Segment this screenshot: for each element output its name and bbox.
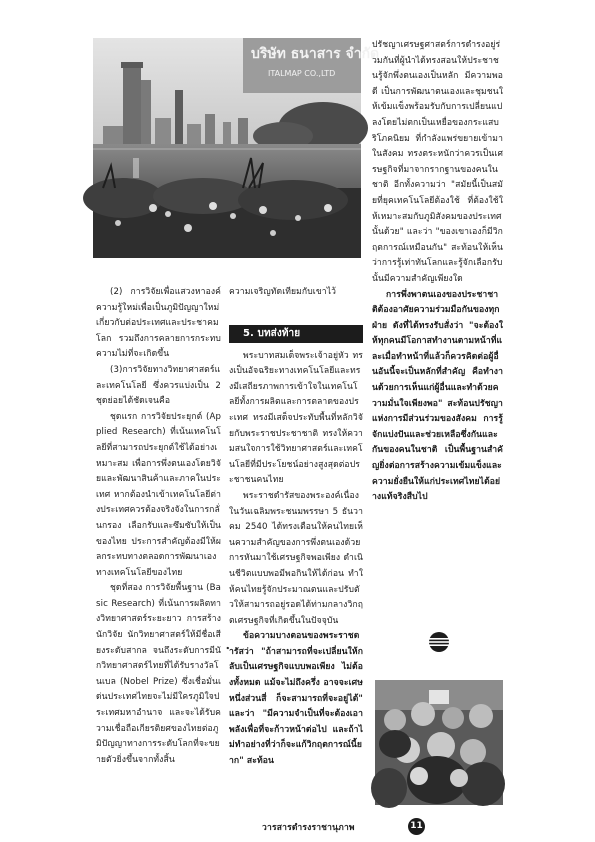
right-paragraph-2: การพึ่งพาตนเองของประชาชาติต้องอาศัยความร่วมมือกันของทุกฝ่าย ดังที่ได้ทรงรับสั่งว่า "จะต้องให้ทุกคนมีโอกาสทำงานตามหน้าที่และเมื่อทำหน้าที่แล้วก็ควรคิดต่อผู้อื่นอันนี้จะเป็นหลักที่สำคัญ คือทำงานด้วยการเห็นแก่ผู้อื่นและทำด้วยความมั่นใจเพียงพอ" สะท้อนปรัชญาแห่งการมีส่วนร่วมของสังคม การรู้จักแบ่งปันและช่วยเหลือซึ่งกันและกันของคนในชาติ เป็นพื้นฐานสำคัญยิ่งต่อการสร้างความเข้มแข็งและความยั่งยืนให้แก่ประเทศไทยได้อย่างแท้จริงสืบไป bbox=[372, 289, 503, 503]
page-number: 11 bbox=[408, 818, 425, 835]
ornament-icon bbox=[428, 631, 450, 653]
sign-subtext: ITALMAP CO.,LTD bbox=[268, 69, 336, 78]
middle-text-column bbox=[229, 285, 363, 770]
section-5 bbox=[229, 325, 363, 770]
sign-text: บริษัท ธนาสาร จำกัด bbox=[251, 46, 380, 62]
middle-paragraph-2: พระราชดำรัสของพระองค์เนื่องในวันเฉลิมพระชนมพรรษา 5 ธันวาคม 2540 ได้ทรงเตือนให้คนไทยเห็นความสำคัญของการพึ่งตนเองด้วยการหันมาใช้เศรษฐกิจพอเพียง ดำเนินชีวิตแบบพอมีพอกินให้ได้ก่อน ทำให้คนไทยรู้จักประมาณตนและปรับตัวให้สามารถอยู่รอดได้ท่ามกลางวิกฤตเศรษฐกิจที่เกิดขึ้นในปัจจุบัน bbox=[229, 490, 364, 626]
left-paragraph-1: (2) การวิจัยเพื่อแสวงหาองค์ความรู้ใหม่เพื่อเป็นภูมิปัญญาใหม่เกี่ยวกับต่อประเทศและประชาคมโลก รวมถึงการคลายการกระทบความไม่ที่จะเกิดขึ้น bbox=[96, 287, 221, 360]
photo-crowd bbox=[375, 680, 503, 805]
middle-intro-line: ความเจริญทัดเทียมกับเขาไว้ bbox=[229, 287, 337, 297]
left-paragraph-4: ชุดที่สอง การวิจัยพื้นฐาน (Basic Research) ที่เน้นการผลิตทางวิทยาศาสตร์ระยะยาว การสร้างนักวิจัย นักวิทยาศาสตร์ให้มีชื่อเสียงระดับสากล จนถึงระดับการมีนักวิทยาศาสตร์ไทยที่ได้รับรางวัลโนเบล (Nobel Prize) ซึ่งเชื่อมั่นเด่นประเทศไทยจะไม่มีใครภูมิใจประเทศมหาอำนาจ และจะได้รับความเชื่อถือเกียรติยศของไทยต่อภูมิปัญญาทางการระดับโลกที่จะขยายตัวยิ่งขึ้นจากทั้งสิ้น bbox=[96, 583, 221, 765]
right-text-column bbox=[372, 38, 503, 506]
footer-journal-title: วารสารดำรงราชานุภาพ bbox=[262, 823, 355, 833]
left-text-column bbox=[96, 285, 221, 768]
middle-paragraph-1: พระบาทสมเด็จพระเจ้าอยู่หัว ทรงเป็นอัจฉริยะทางเทคโนโลยีและทรงมีเสถียรภาพการเข้าใจในเทคโนโลยีทั้งการผลิตและการตลาดของประเทศ ทรงมีเสด็จประทับพื้นที่หลักวิจัยกับพระราชประชาชาติ ทรงให้ความสนใจการใช้วิทยาศาสตร์และเทคโนโลยีที่มีประโยชน์อย่างสูงสุดต่อประชาชนคนไทย bbox=[229, 350, 363, 486]
left-paragraph-3: ชุดแรก การวิจัยประยุกต์ (Applied Research) ที่เน้นเทคโนโลยีที่สามารถประยุกต์ใช้ได้อย่างเหมาะสม เพื่อการพึ่งตนเองโดยวิจัยและพัฒนาสินค้าและภาคในประเทศ หากต้องนำเข้าเทคโนโลยีต่างประเทศควรต้องจริงจังในการกลั่นกรอง เลือกรับและซึมซับให้เป็นของไทย ประการสำคัญต้องมีให้ผลกระทบทางตลอดการพัฒนาเองทางเทคโนโลยีของไทย bbox=[96, 411, 221, 578]
right-paragraph-1: ปรัชญาเศรษฐศาสตร์การดำรงอยู่ร่วมกันที่ผู้นำได้ทรงสอนให้ประชาชนรู้จักพึ่งตนเองเป็นหลัก มีความพอดี เป็นการพัฒนาตนเองและชุมชนให้เข้มแข็งพร้อมรับกับการเปลี่ยนแปลงโดยไม่ตกเป็นเหยื่อของกระแสบริโภคนิยม ที่กำลังแพร่ขยายเข้ามาในสังคม ทรงตระหนักว่าควรเป็นเศรษฐกิจที่มาจากรากฐานของคนในชาติ อีกทั้งความว่า "สมัยนี้เป็นสมัยที่ยุคเทคโนโลยีต้องใช้ ที่ต้องใช้ให้เหมาะสมกับภูมิสังคมของประเทศนั้นด้วย" และว่า "ของเขาเองก็มีวิกฤตการณ์เหมือนกัน" สะท้อนให้เห็นว่าการรู้เท่าทันโลกและรู้จักเลือกรับนั้นมีความสำคัญเพียงใด bbox=[372, 40, 503, 284]
middle-paragraph-3: ข้อความบางตอนของพระราชดำรัสว่า "ถ้าสามารถที่จะเปลี่ยนให้กลับเป็นเศรษฐกิจแบบพอเพียง ไม่ต้องทั้งหมด แม้จะไม่ถึงครึ่ง อาจจะเศษหนึ่งส่วนสี่ ก็จะสามารถที่จะอยู่ได้" และว่า "มีความจำเป็นที่จะต้องเอาพลังเพื่อที่จะก้าวหน้าต่อไป และถ้าไม่ทำอย่างที่ว่าก็จะแก้วิกฤตการณ์นี้ยาก" สะท้อน bbox=[229, 631, 363, 767]
section-heading: 5. บทส่งท้าย bbox=[229, 325, 363, 343]
left-paragraph-2: (3)การวิจัยทางวิทยาศาสตร์และเทคโนโลยี ซึ่งควรแบ่งเป็น 2 ชุดย่อยได้ชัดเจนคือ bbox=[96, 364, 221, 407]
photo-city-lake bbox=[93, 38, 380, 258]
page-footer bbox=[262, 818, 422, 836]
